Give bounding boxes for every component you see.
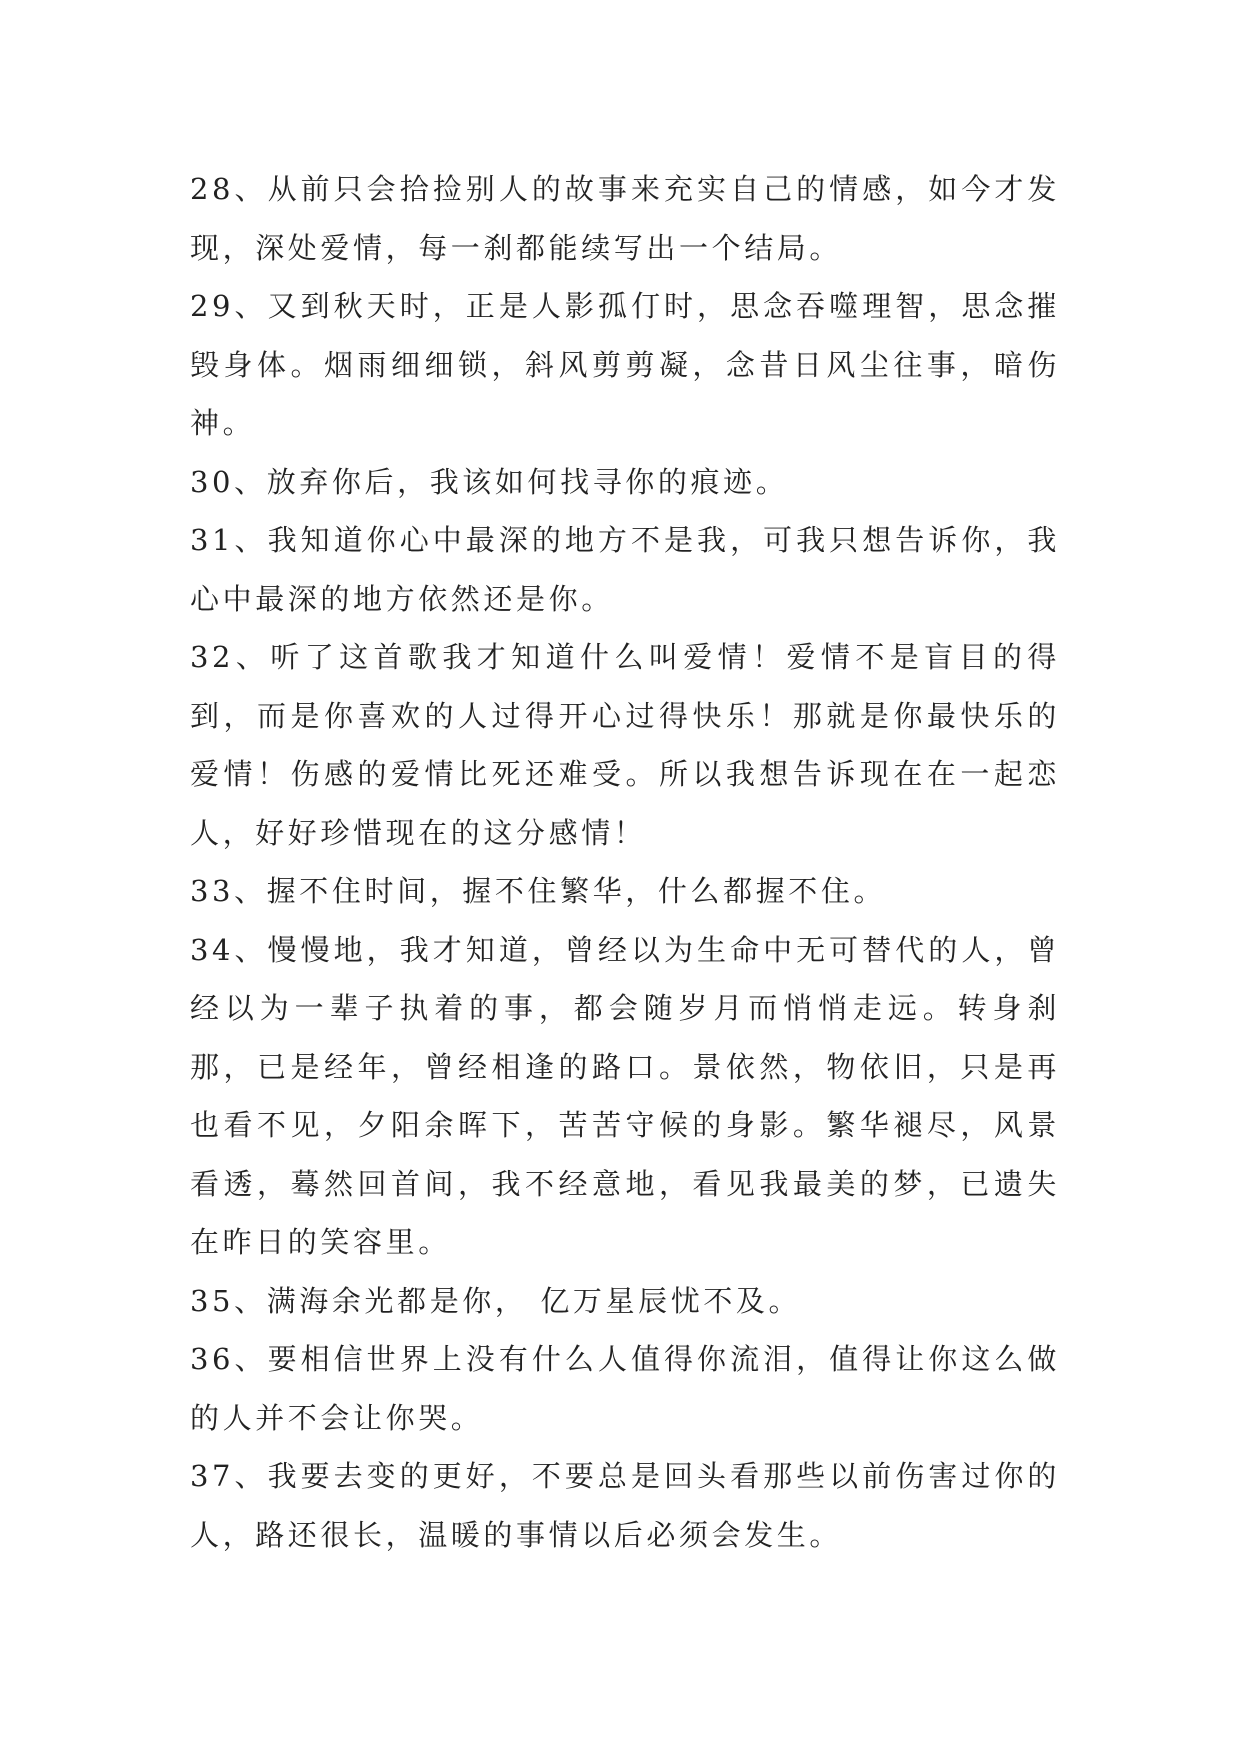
- document-body: [190, 160, 1060, 1564]
- quote-entry-32: 32、听了这首歌我才知道什么叫爱情！爱情不是盲目的得到，而是你喜欢的人过得开心过得快乐！那就是你最快乐的爱情！伤感的爱情比死还难受。所以我想告诉现在在一起恋人，好好珍惜现在的这分感情！: [190, 640, 1060, 850]
- quote-entry-33: 33、握不住时间，握不住繁华，什么都握不住。: [190, 874, 887, 908]
- quote-entry-37: 37、我要去变的更好，不要总是回头看那些以前伤害过你的人，路还很长，温暖的事情以后必须会发生。: [190, 1459, 1060, 1552]
- quote-entry-30: 30、放弃你后，我该如何找寻你的痕迹。: [190, 464, 789, 499]
- quote-entry-34: 34、慢慢地，我才知道，曾经以为生命中无可替代的人，曾经以为一辈子执着的事，都会随岁月而悄悄走远。转身刹那，已是经年，曾经相逢的路口。景依然，物依旧，只是再也看不见，夕阳余晖下，苦苦守候的身影。繁华褪尽，风景看透，蓦然回首间，我不经意地，看见我最美的梦，已遗失在昨日的笑容里。: [190, 932, 1060, 1259]
- quote-entry-35: 35、满海余光都是你， 亿万星辰忧不及。: [190, 1283, 802, 1318]
- quote-entry-28: 28、从前只会拾捡别人的故事来充实自己的情感，如今才发现，深处爱情，每一刹都能续写出一个结局。: [190, 172, 1060, 265]
- quote-entry-29: 29、又到秋天时，正是人影孤仃时，思念吞噬理智，思念摧毁身体。烟雨细细锁，斜风剪剪凝，念昔日风尘往事，暗伤神。: [190, 289, 1060, 440]
- quote-entry-31: 31、我知道你心中最深的地方不是我，可我只想告诉你，我心中最深的地方依然还是你。: [190, 523, 1060, 616]
- quote-entry-36: 36、要相信世界上没有什么人值得你流泪，值得让你这么做的人并不会让你哭。: [190, 1342, 1060, 1435]
